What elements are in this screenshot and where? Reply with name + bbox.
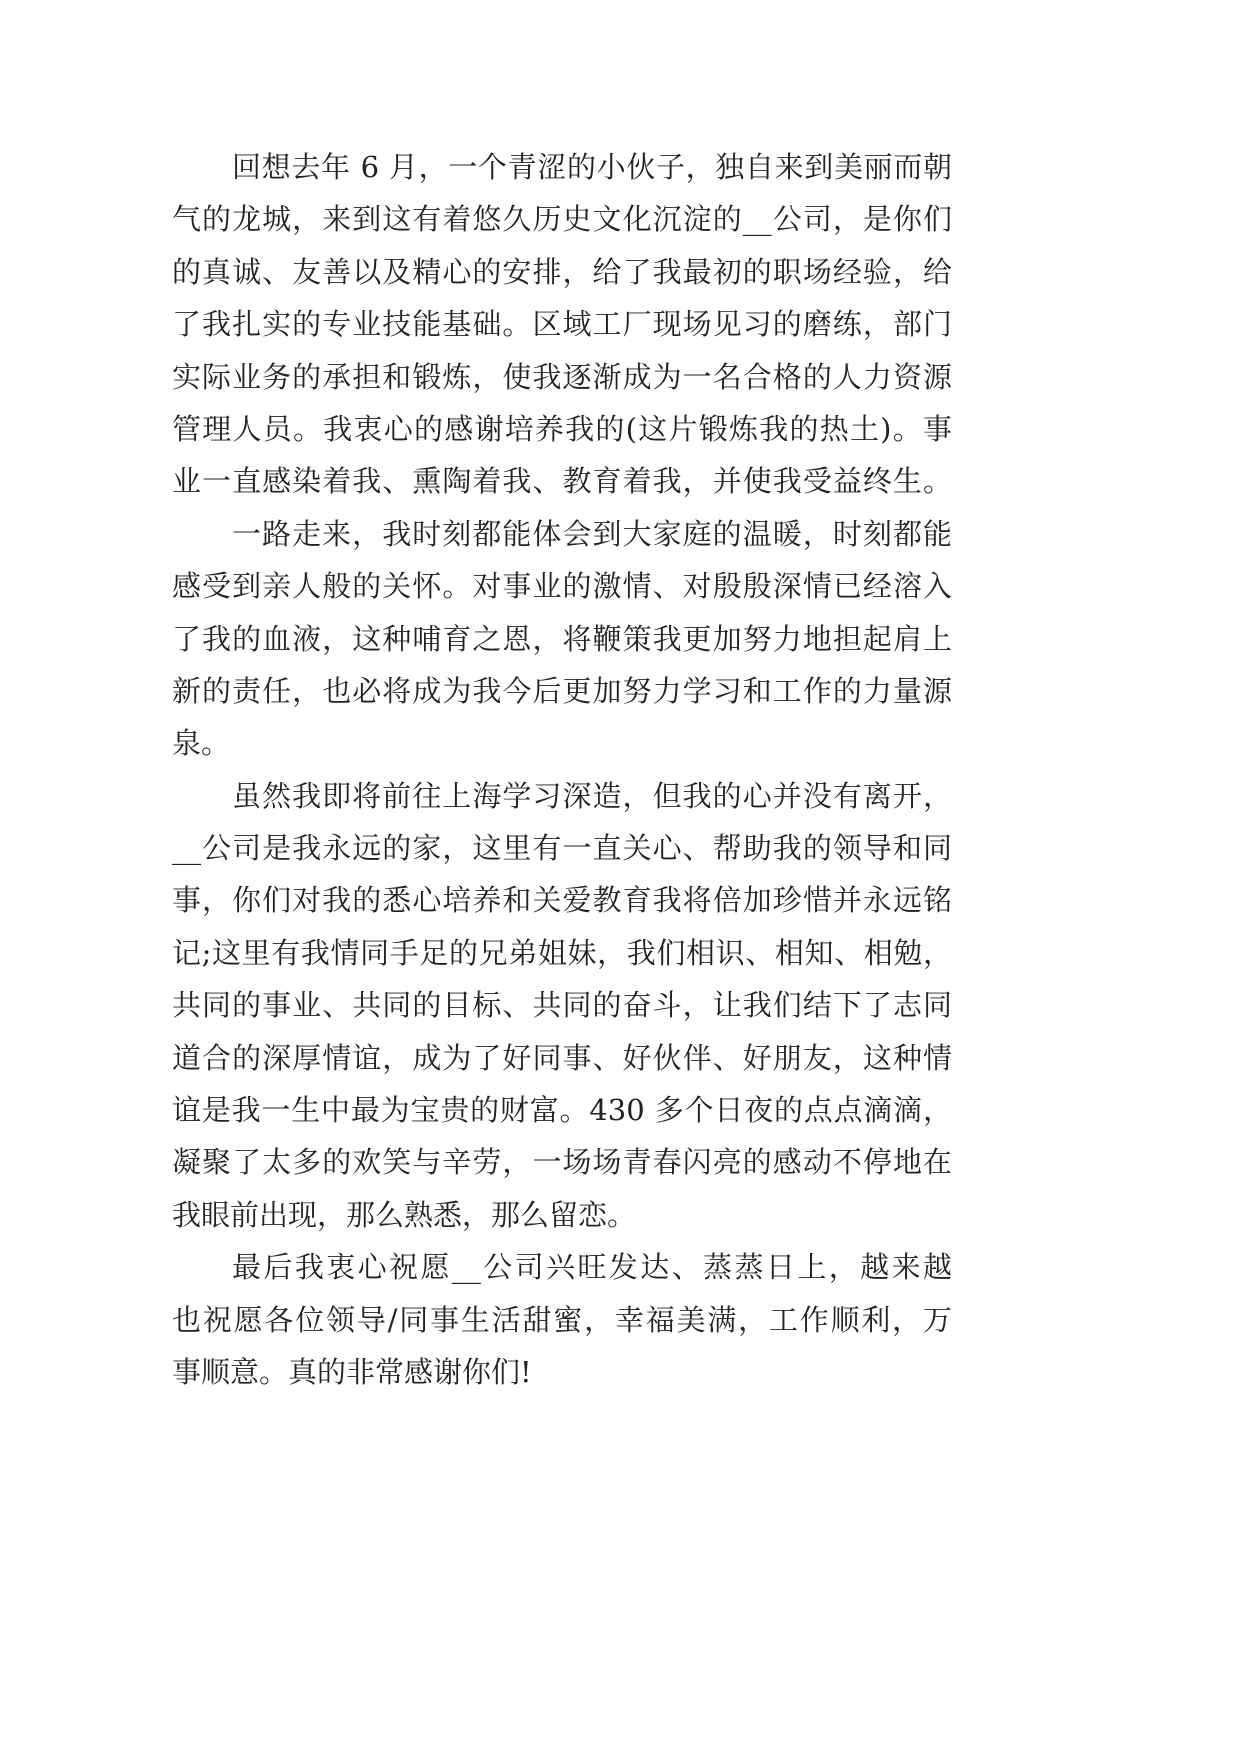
- text-line: 了我的血液，这种哺育之恩，将鞭策我更加努力地担起肩上: [172, 621, 952, 656]
- text-line: 记;这里有我情同手足的兄弟姐妹，我们相识、相知、相勉，: [172, 935, 952, 970]
- text-line: 虽然我即将前往上海学习深造，但我的心并没有离开，: [232, 778, 952, 813]
- text-line: 了我扎实的专业技能基础。区域工厂现场见习的磨练，部门: [172, 307, 952, 342]
- text-line: 也祝愿各位领导/同事生活甜蜜，幸福美满，工作顺利，万: [172, 1302, 952, 1337]
- text-line: 凝聚了太多的欢笑与辛劳，一场场青春闪亮的感动不停地在: [172, 1145, 952, 1180]
- text-line: 谊是我一生中最为宝贵的财富。430 多个日夜的点点滴滴，: [172, 1093, 952, 1128]
- text-line: 共同的事业、共同的目标、共同的奋斗，让我们结下了志同: [172, 988, 952, 1023]
- text-line: 事，你们对我的悉心培养和关爱教育我将倍加珍惜并永远铭: [172, 883, 952, 918]
- paragraph-4: [172, 1241, 952, 1398]
- paragraph-2: [172, 508, 952, 770]
- text-line: 新的责任，也必将成为我今后更加努力学习和工作的力量源: [172, 673, 952, 708]
- text-line: 回想去年 6 月，一个青涩的小伙子，独自来到美丽而朝: [232, 150, 952, 184]
- text-line: 我眼前出现，那么熟悉，那么留恋。: [172, 1197, 637, 1232]
- text-line: 管理人员。我衷心的感谢培养我的(这片锻炼我的热土)。事: [172, 411, 952, 446]
- paragraph-3: [172, 770, 952, 1242]
- text-line: 泉。: [172, 726, 231, 761]
- text-line: 气的龙城，来到这有着悠久历史文化沉淀的__公司，是你们: [172, 202, 952, 237]
- text-line: 道合的深厚情谊，成为了好同事、好伙伴、好朋友，这种情: [172, 1040, 952, 1075]
- text-line: 最后我衷心祝愿__公司兴旺发达、蒸蒸日上，越来越: [232, 1250, 952, 1285]
- text-line: 一路走来，我时刻都能体会到大家庭的温暖，时刻都能: [232, 516, 952, 551]
- paragraph-1: [172, 141, 952, 508]
- text-line: 事顺意。真的非常感谢你们!: [172, 1354, 532, 1389]
- text-line: 感受到亲人般的关怀。对事业的激情、对殷殷深情已经溶入: [172, 569, 952, 604]
- text-line: __公司是我永远的家，这里有一直关心、帮助我的领导和同: [172, 831, 952, 866]
- document-body: [172, 141, 952, 1398]
- text-line: 业一直感染着我、熏陶着我、教育着我，并使我受益终生。: [172, 464, 952, 499]
- text-line: 的真诚、友善以及精心的安排，给了我最初的职场经验，给: [172, 254, 952, 289]
- text-line: 实际业务的承担和锻炼，使我逐渐成为一名合格的人力资源: [172, 359, 952, 394]
